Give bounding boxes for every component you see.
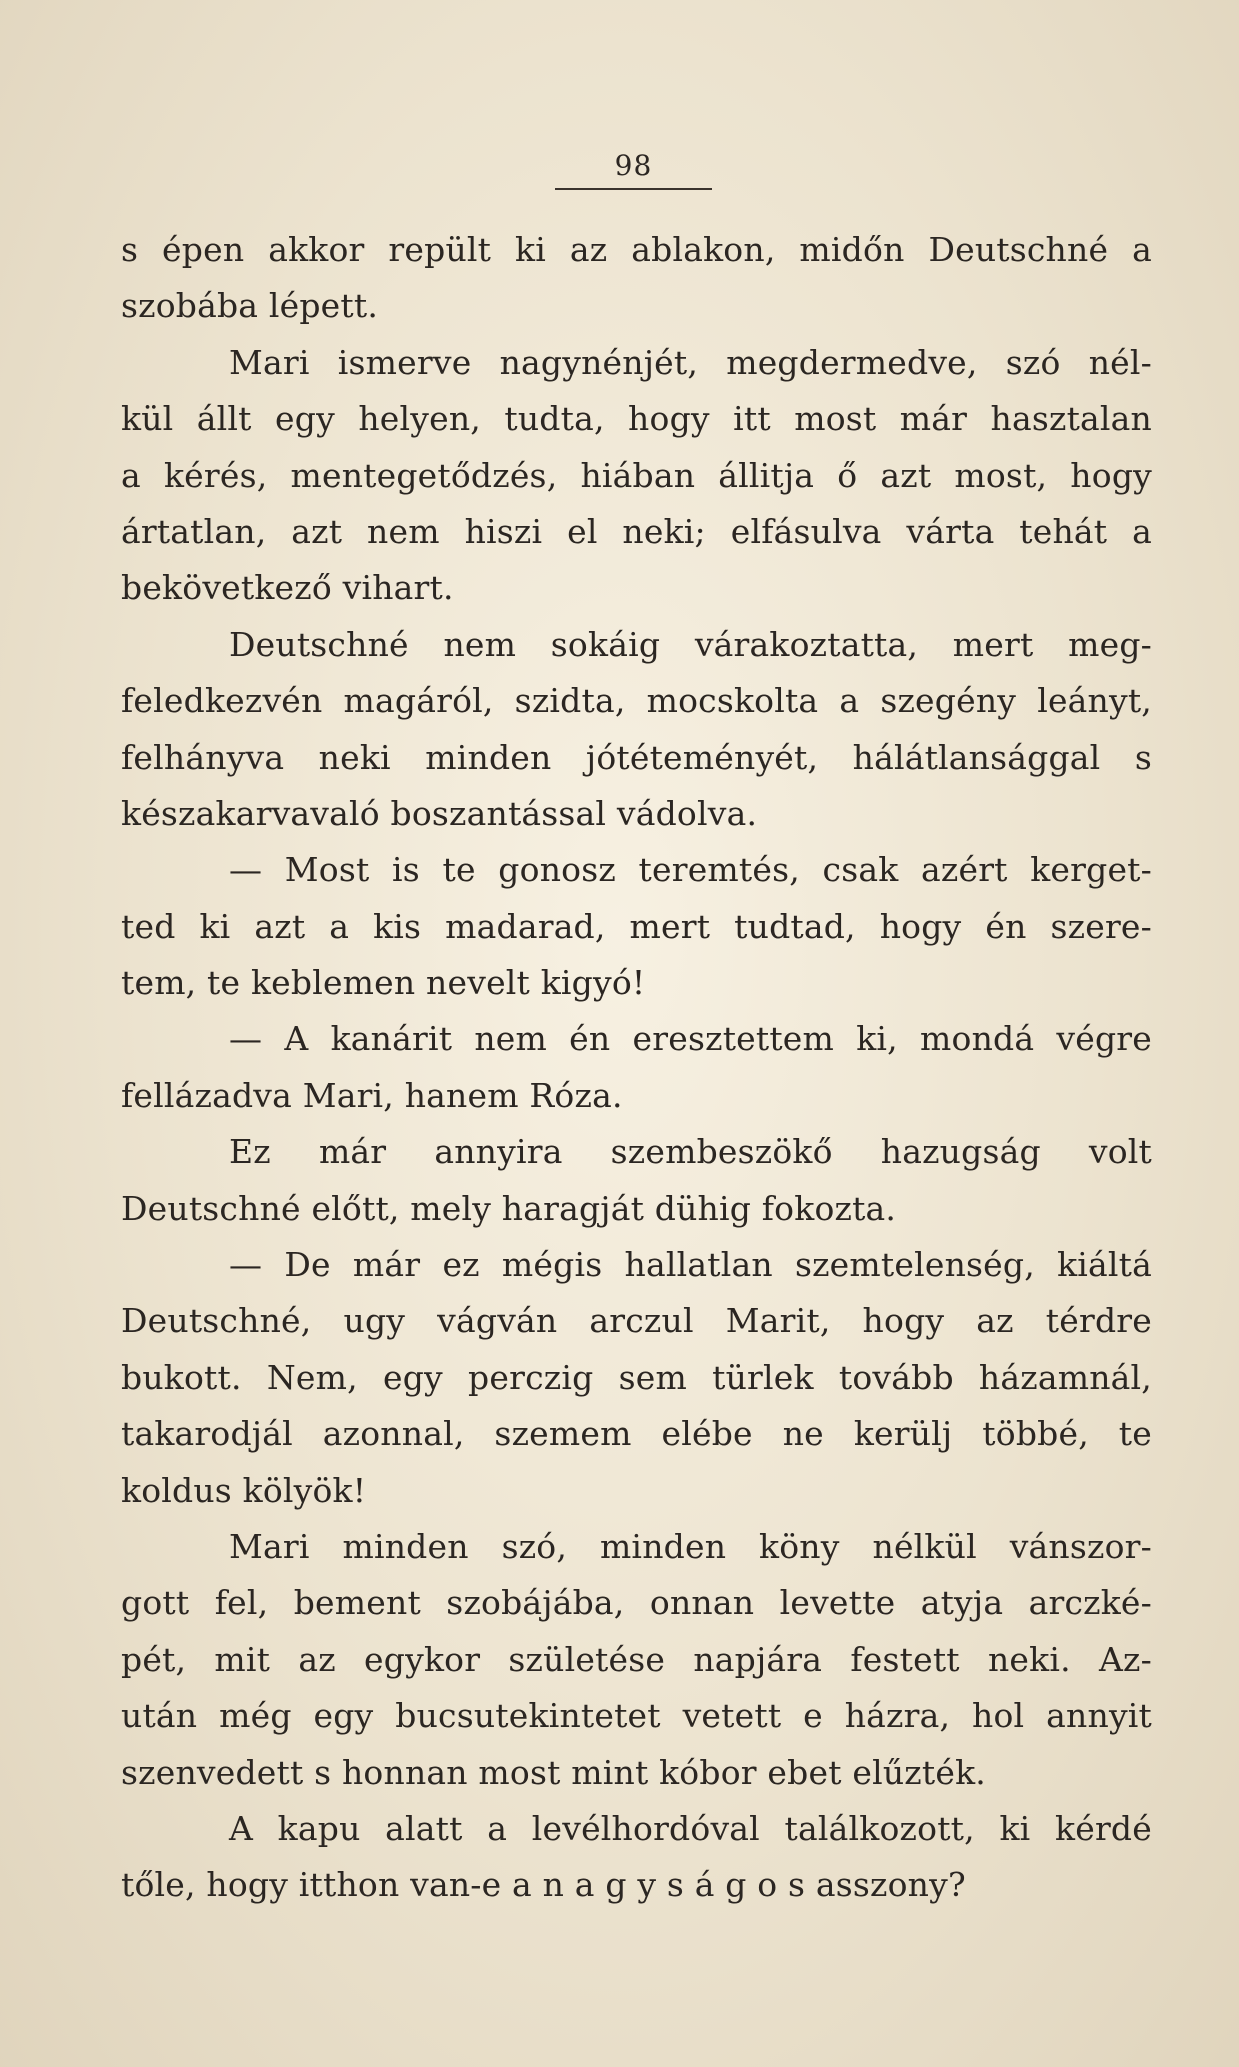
text-line: után még egy bucsutekintetet vetett e házra, hol annyit	[121, 1696, 1152, 1736]
text-line: tem, te keblemen nevelt kigyó!	[121, 963, 646, 1003]
text-line: fellázadva Mari, hanem Róza.	[121, 1075, 623, 1115]
text-line: feledkezvén magáról, szidta, mocskolta a szegény leányt,	[121, 681, 1152, 721]
text-line: tőle, hogy itthon van-e a n a g y s á g o s asszony?	[121, 1865, 966, 1905]
text-line: a kérés, mentegetődzés, hiában állitja ő azt most, hogy	[121, 455, 1152, 495]
text-line: bukott. Nem, egy perczig sem türlek tovább házamnál,	[121, 1357, 1152, 1397]
text-line: pét, mit az egykor születése napjára festett neki. Az-	[121, 1639, 1152, 1679]
body-text	[121, 222, 1152, 1914]
text-line: Mari ismerve nagynénjét, megdermedve, szó nél-	[229, 342, 1152, 382]
text-line: kül állt egy helyen, tudta, hogy itt most már hasztalan	[121, 399, 1152, 439]
header-rule	[555, 188, 712, 190]
text-line: Deutschné, ugy vágván arczul Marit, hogy az térdre	[121, 1301, 1152, 1341]
text-line: ártatlan, azt nem hiszi el neki; elfásulva várta tehát a	[121, 511, 1152, 551]
page-header	[555, 149, 712, 190]
text-line: koldus kölyök!	[121, 1470, 367, 1510]
page-number: 98	[614, 149, 653, 182]
text-line: Ez már annyira szembeszökő hazugság volt	[229, 1132, 1152, 1172]
text-line: bekövetkező vihart.	[121, 568, 454, 608]
text-line: s épen akkor repült ki az ablakon, midőn Deutschné a	[121, 230, 1152, 269]
text-line: — A kanárit nem én eresztettem ki, mondá végre	[229, 1019, 1152, 1059]
text-line: A kapu alatt a levélhordóval találkozott, ki kérdé	[229, 1808, 1152, 1848]
text-line: szobába lépett.	[121, 286, 379, 326]
text-line: gott fel, bement szobájába, onnan levette atyja arczké-	[121, 1583, 1152, 1623]
text-line: Mari minden szó, minden köny nélkül vánszor-	[229, 1526, 1152, 1566]
text-line: Deutschné nem sokáig várakoztatta, mert meg-	[229, 624, 1152, 664]
text-line: szenvedett s honnan most mint kóbor ebet elűzték.	[121, 1752, 986, 1792]
text-line: Deutschné előtt, mely haragját dühig fokozta.	[121, 1188, 897, 1228]
text-line: készakarvavaló boszantással vádolva.	[121, 793, 758, 833]
text-line: felhányva neki minden jótéteményét, hálátlansággal s	[121, 737, 1152, 777]
text-line: ted ki azt a kis madarad, mert tudtad, hogy én szere-	[121, 906, 1152, 946]
text-line: — Most is te gonosz teremtés, csak azért kerget-	[229, 850, 1152, 890]
text-line: takarodjál azonnal, szemem elébe ne kerülj többé, te	[121, 1414, 1152, 1454]
text-line: — De már ez mégis hallatlan szemtelenség, kiáltá	[229, 1245, 1152, 1285]
